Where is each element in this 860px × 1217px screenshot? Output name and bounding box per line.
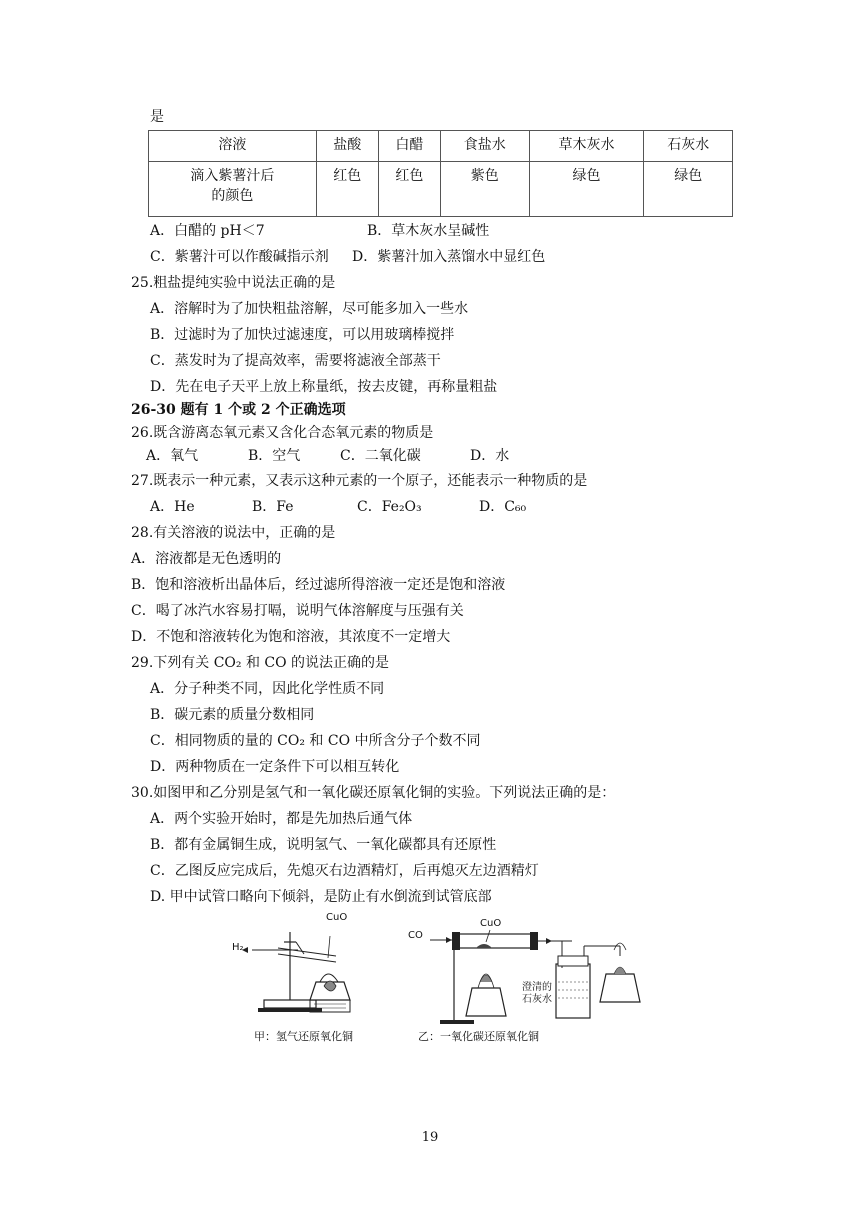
q30-option-b: B．都有金属铜生成，说明氢气、一氧化碳都具有还原性 [150,837,497,853]
q28-option-a: A．溶液都是无色透明的 [131,551,282,567]
q29-option-b: B．碳元素的质量分数相同 [150,707,315,723]
q25-option-b: B．过滤时为了加快过滤速度，可以用玻璃棒搅拌 [150,327,455,343]
q27-option-b: B．Fe [252,499,294,515]
page-number: 19 [421,1130,439,1145]
table-cell: 绿色 [529,162,644,217]
q27-stem: 27.既表示一种元素，又表示这种元素的一个原子，还能表示一种物质的是 [131,473,588,489]
table-cell: 紫色 [440,162,529,217]
hydrogen-gas-label: H₂ [232,942,244,953]
table-header-cell: 食盐水 [440,131,529,162]
table-header-row [149,131,733,162]
q25-option-a: A．溶解时为了加快粗盐溶解，尽可能多加入一些水 [150,301,469,317]
indicator-color-table [148,130,733,217]
table-header-cell: 石灰水 [644,131,733,162]
table-header-cell: 白醋 [378,131,440,162]
copper-oxide-label: CuO [326,912,348,923]
q28-option-d: D．不饱和溶液转化为饱和溶液，其浓度不一定增大 [131,629,451,645]
table-header-cell: 草木灰水 [529,131,644,162]
q29-option-c: C．相同物质的量的 CO₂ 和 CO 中所含分子个数不同 [150,733,481,749]
q28-option-b: B．饱和溶液析出晶体后，经过滤所得溶液一定还是饱和溶液 [131,577,506,593]
q24-option-c: C．紫薯汁可以作酸碱指示剂 [150,249,329,265]
carbon-monoxide-gas-label: CO [408,930,423,941]
q29-option-a: A．分子种类不同，因此化学性质不同 [150,681,385,697]
q26-option-d: D．水 [470,448,510,464]
left-figure-caption: 甲：氢气还原氧化铜 [254,1030,353,1043]
hydrogen-reduction-apparatus [228,912,388,1042]
q25-stem: 25.粗盐提纯实验中说法正确的是 [131,275,336,291]
row-label-line-1: 滴入紫薯汁后 [190,168,275,184]
q28-option-c: C．喝了冰汽水容易打嗝，说明气体溶解度与压强有关 [131,603,464,619]
carbon-monoxide-reduction-apparatus [408,912,652,1042]
q26-option-c: C．二氧化碳 [340,448,421,464]
q27-option-c: C．Fe₂O₃ [357,499,422,515]
q25-option-c: C．蒸发时为了提高效率，需要将滤液全部蒸干 [150,353,441,369]
limewater-label-line-2: 石灰水 [522,994,552,1005]
q30-option-d: D. 甲中试管口略向下倾斜，是防止有水倒流到试管底部 [150,889,492,905]
table-cell: 红色 [378,162,440,217]
q24-option-a: A．白醋的 pH＜7 [150,223,265,239]
q24-option-d: D．紫薯汁加入蒸馏水中显红色 [352,249,546,265]
q30-stem: 30.如图甲和乙分别是氢气和一氧化碳还原氧化铜的实验。下列说法正确的是： [131,785,616,801]
table-cell: 绿色 [644,162,733,217]
row-label-line-2: 的颜色 [211,188,254,204]
q27-option-d: D．C₆₀ [479,499,527,515]
q30-option-c: C．乙图反应完成后，先熄灭右边酒精灯，后再熄灭左边酒精灯 [150,863,539,879]
hydrogen-apparatus-drawing [228,912,388,1042]
table-cell: 红色 [316,162,378,217]
q28-stem: 28.有关溶液的说法中，正确的是 [131,525,336,541]
copper-oxide-label: CuO [480,918,502,929]
q29-option-d: D．两种物质在一定条件下可以相互转化 [150,759,400,775]
q24-option-b: B．草木灰水呈碱性 [367,223,490,239]
limewater-label-line-1: 澄清的 [522,982,552,993]
table-header-cell: 溶液 [149,131,317,162]
right-figure-caption: 乙：一氧化碳还原氧化铜 [418,1030,539,1043]
table-header-cell: 盐酸 [316,131,378,162]
q30-option-a: A．两个实验开始时，都是先加热后通气体 [150,811,413,827]
carbon-monoxide-apparatus-drawing [408,912,652,1042]
q25-option-d: D．先在电子天平上放上称量纸，按去皮键，再称量粗盐 [150,379,498,395]
q29-stem: 29.下列有关 CO₂ 和 CO 的说法正确的是 [131,655,390,671]
q27-option-a: A．He [150,499,195,515]
question-stem-tail: 是 [150,109,164,125]
q26-option-b: B．空气 [248,448,301,464]
section-heading: 26-30 题有 1 个或 2 个正确选项 [131,402,346,418]
table-row [149,162,733,217]
q26-stem: 26.既含游离态氧元素又含化合态氧元素的物质是 [131,425,434,441]
table-row-label [149,162,317,217]
q26-option-a: A．氧气 [146,448,199,464]
